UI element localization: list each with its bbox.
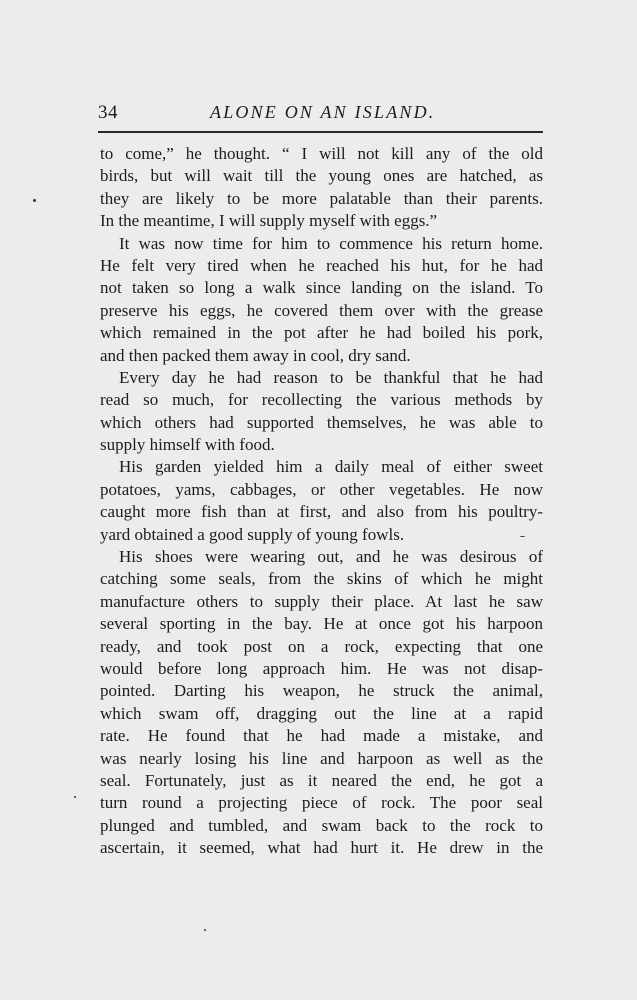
text-line: birds, but will wait till the young ones are hatched, as: [100, 166, 543, 186]
page-header: [98, 102, 543, 128]
header-rule: [98, 131, 543, 133]
text-line: Every day he had reason to be thankful that he had: [119, 367, 543, 387]
text-line: His shoes were wearing out, and he was desirous of: [119, 547, 543, 567]
text-line: which others had supported themselves, he was able to: [100, 412, 543, 432]
text-line: yard obtained a good supply of young fowls.: [100, 524, 405, 544]
text-line: not taken so long a walk since landing on the island. To: [100, 278, 543, 298]
text-line: they are likely to be more palatable than their parents.: [100, 188, 543, 208]
text-line: rate. He found that he had made a mistake, and: [100, 726, 543, 746]
margin-speck: [520, 536, 525, 537]
text-line: His garden yielded him a daily meal of either sweet: [119, 457, 543, 477]
text-line: potatoes, yams, cabbages, or other vegetables. He now: [100, 479, 543, 499]
margin-speck: [74, 796, 76, 798]
margin-speck: [204, 929, 206, 931]
text-line: ascertain, it seemed, what had hurt it. He drew in the: [100, 838, 543, 858]
running-title: ALONE ON AN ISLAND.: [210, 102, 436, 122]
text-line: supply himself with food.: [100, 435, 275, 455]
text-line: seal. Fortunately, just as it neared the end, he got a: [100, 770, 543, 790]
text-line: He felt very tired when he reached his hut, for he had: [100, 255, 543, 275]
text-line: several sporting in the bay. He at once got his harpoon: [100, 614, 543, 634]
text-line: It was now time for him to commence his return home.: [119, 233, 543, 253]
text-line: ready, and took post on a rock, expecting that one: [100, 636, 543, 656]
text-line: preserve his eggs, he covered them over with the grease: [100, 300, 543, 320]
text-line: manufacture others to supply their place. At last he saw: [100, 591, 543, 611]
text-line: pointed. Darting his weapon, he struck the animal,: [100, 681, 543, 701]
text-line: In the meantime, I will supply myself with eggs.”: [100, 211, 438, 231]
text-line: plunged and tumbled, and swam back to the rock to: [100, 815, 543, 835]
text-line: caught more fish than at first, and also from his poultry-: [100, 502, 543, 522]
text-line: turn round a projecting piece of rock. The poor seal: [100, 793, 543, 813]
text-line: which remained in the pot after he had boiled his pork,: [100, 323, 543, 343]
text-line: was nearly losing his line and harpoon as well as the: [100, 748, 543, 768]
text-line: which swam off, dragging out the line at a rapid: [100, 703, 543, 723]
text-line: and then packed them away in cool, dry sand.: [100, 345, 411, 365]
text-line: catching some seals, from the skins of which he might: [100, 569, 543, 589]
margin-speck: [33, 199, 36, 202]
text-line: would before long approach him. He was not disap-: [100, 658, 543, 678]
text-line: to come,” he thought. “ I will not kill any of the old: [100, 144, 543, 163]
page-number: 34: [98, 102, 118, 123]
text-line: read so much, for recollecting the various methods by: [100, 390, 543, 410]
body-text: [100, 143, 543, 860]
